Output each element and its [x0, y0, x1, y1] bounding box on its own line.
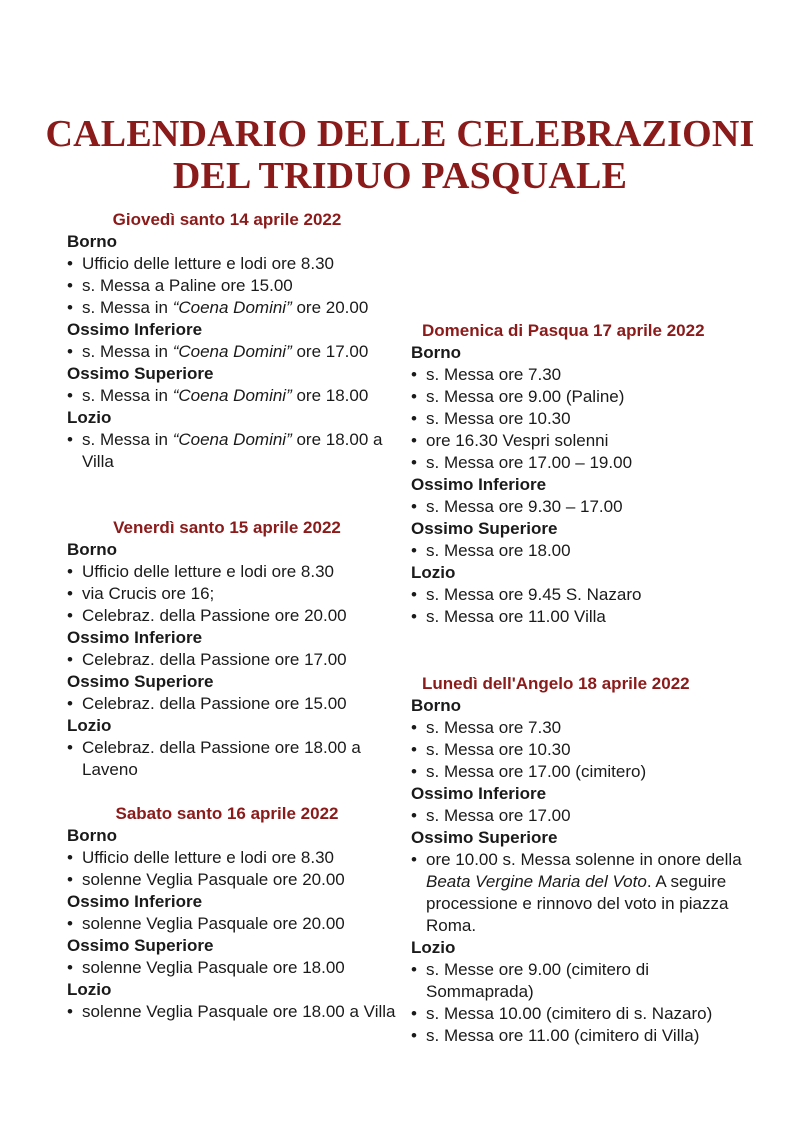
- group-title-lozio: Lozio: [67, 716, 112, 735]
- title-line-1: CALENDARIO DELLE CELEBRAZIONI: [45, 113, 755, 155]
- list-item: • s. Messa in “Coena Domini” ore 20.00: [67, 297, 397, 319]
- section-lunedi: [411, 673, 751, 1047]
- list-item: • s. Messa ore 17.00 (cimitero): [411, 761, 751, 783]
- section-heading: Lunedì dell'Angelo 18 aprile 2022: [422, 674, 690, 693]
- list-lozio: [411, 959, 751, 1047]
- group-title-lozio: Lozio: [67, 980, 112, 999]
- group-title-ossimo-inferiore: Ossimo Inferiore: [411, 475, 547, 494]
- group-title-ossimo-superiore: Ossimo Superiore: [67, 672, 214, 691]
- list-ossimo-inferiore: [67, 649, 397, 671]
- group-title-borno: Borno: [67, 540, 118, 559]
- page-title: [0, 113, 800, 197]
- list-item: • s. Messa ore 17.00: [411, 805, 751, 827]
- list-borno: [67, 561, 397, 627]
- list-item: • s. Messa ore 7.30: [411, 717, 751, 739]
- list-item: • Celebraz. della Passione ore 18.00 a Laveno: [67, 737, 397, 781]
- section-venerdi: [67, 517, 397, 781]
- list-item: • s. Messa ore 9.00 (Paline): [411, 386, 751, 408]
- list-ossimo-superiore: [411, 849, 751, 937]
- list-item: • via Crucis ore 16;: [67, 583, 397, 605]
- list-borno: [67, 253, 397, 319]
- list-item: • s. Messa 10.00 (cimitero di s. Nazaro): [411, 1003, 751, 1025]
- group-title-ossimo-inferiore: Ossimo Inferiore: [411, 784, 547, 803]
- group-title-ossimo-superiore: Ossimo Superiore: [411, 828, 558, 847]
- group-title-ossimo-inferiore: Ossimo Inferiore: [67, 628, 203, 647]
- list-ossimo-inferiore: [67, 913, 397, 935]
- list-ossimo-superiore: [67, 957, 397, 979]
- group-title-ossimo-inferiore: Ossimo Inferiore: [67, 892, 203, 911]
- group-title-borno: Borno: [67, 232, 118, 251]
- list-item: • Celebraz. della Passione ore 17.00: [67, 649, 397, 671]
- group-title-ossimo-superiore: Ossimo Superiore: [67, 364, 214, 383]
- list-borno: [67, 847, 397, 891]
- list-item: • ore 10.00 s. Messa solenne in onore della Beata Vergine Maria del Voto. A seguire processione e rinnovo del voto in piazza Roma.: [411, 849, 751, 937]
- list-lozio: [411, 584, 751, 628]
- section-sabato: [67, 803, 397, 1023]
- list-item: • solenne Veglia Pasquale ore 18.00 a Villa: [67, 1001, 397, 1023]
- group-title-ossimo-superiore: Ossimo Superiore: [411, 519, 558, 538]
- list-item: • s. Messa ore 11.00 Villa: [411, 606, 751, 628]
- list-borno: [411, 717, 751, 783]
- list-ossimo-inferiore: [411, 805, 751, 827]
- list-item: • s. Messa ore 18.00: [411, 540, 751, 562]
- list-lozio: [67, 737, 397, 781]
- section-domenica: [411, 320, 751, 628]
- list-ossimo-superiore: [67, 385, 397, 407]
- list-item: • s. Messe ore 9.00 (cimitero di Sommaprada): [411, 959, 751, 1003]
- list-item: • s. Messa ore 10.30: [411, 739, 751, 761]
- list-item: • s. Messa in “Coena Domini” ore 18.00 a Villa: [67, 429, 397, 473]
- list-ossimo-inferiore: [411, 496, 751, 518]
- group-title-lozio: Lozio: [67, 408, 112, 427]
- section-heading: Venerdì santo 15 aprile 2022: [113, 518, 341, 537]
- list-item: • s. Messa ore 9.45 S. Nazaro: [411, 584, 751, 606]
- list-ossimo-inferiore: [67, 341, 397, 363]
- list-item: • ore 16.30 Vespri solenni: [411, 430, 751, 452]
- list-item: • s. Messa ore 17.00 – 19.00: [411, 452, 751, 474]
- list-borno: [411, 364, 751, 474]
- list-item: • s. Messa a Paline ore 15.00: [67, 275, 397, 297]
- list-item: • solenne Veglia Pasquale ore 20.00: [67, 913, 397, 935]
- list-item: • Ufficio delle letture e lodi ore 8.30: [67, 253, 397, 275]
- list-item: • Ufficio delle letture e lodi ore 8.30: [67, 847, 397, 869]
- list-lozio: [67, 429, 397, 473]
- group-title-ossimo-superiore: Ossimo Superiore: [67, 936, 214, 955]
- list-lozio: [67, 1001, 397, 1023]
- section-heading: Giovedì santo 14 aprile 2022: [112, 210, 342, 229]
- list-item: • s. Messa in “Coena Domini” ore 17.00: [67, 341, 397, 363]
- section-heading: Sabato santo 16 aprile 2022: [115, 804, 339, 823]
- list-item: • Ufficio delle letture e lodi ore 8.30: [67, 561, 397, 583]
- group-title-borno: Borno: [411, 696, 462, 715]
- group-title-borno: Borno: [411, 343, 462, 362]
- list-ossimo-superiore: [411, 540, 751, 562]
- section-giovedi: [67, 209, 397, 473]
- list-item: • s. Messa ore 7.30: [411, 364, 751, 386]
- title-line-2: DEL TRIDUO PASQUALE: [172, 155, 628, 197]
- list-item: • Celebraz. della Passione ore 15.00: [67, 693, 397, 715]
- list-item: • s. Messa ore 10.30: [411, 408, 751, 430]
- list-item: • s. Messa in “Coena Domini” ore 18.00: [67, 385, 397, 407]
- group-title-borno: Borno: [67, 826, 118, 845]
- list-item: • solenne Veglia Pasquale ore 20.00: [67, 869, 397, 891]
- list-item: • Celebraz. della Passione ore 20.00: [67, 605, 397, 627]
- left-column: [67, 209, 397, 1023]
- group-title-ossimo-inferiore: Ossimo Inferiore: [67, 320, 203, 339]
- section-heading: Domenica di Pasqua 17 aprile 2022: [422, 321, 705, 340]
- list-ossimo-superiore: [67, 693, 397, 715]
- group-title-lozio: Lozio: [411, 563, 456, 582]
- group-title-lozio: Lozio: [411, 938, 456, 957]
- right-column: [411, 320, 751, 1047]
- list-item: • s. Messa ore 9.30 – 17.00: [411, 496, 751, 518]
- list-item: • solenne Veglia Pasquale ore 18.00: [67, 957, 397, 979]
- list-item: • s. Messa ore 11.00 (cimitero di Villa): [411, 1025, 751, 1047]
